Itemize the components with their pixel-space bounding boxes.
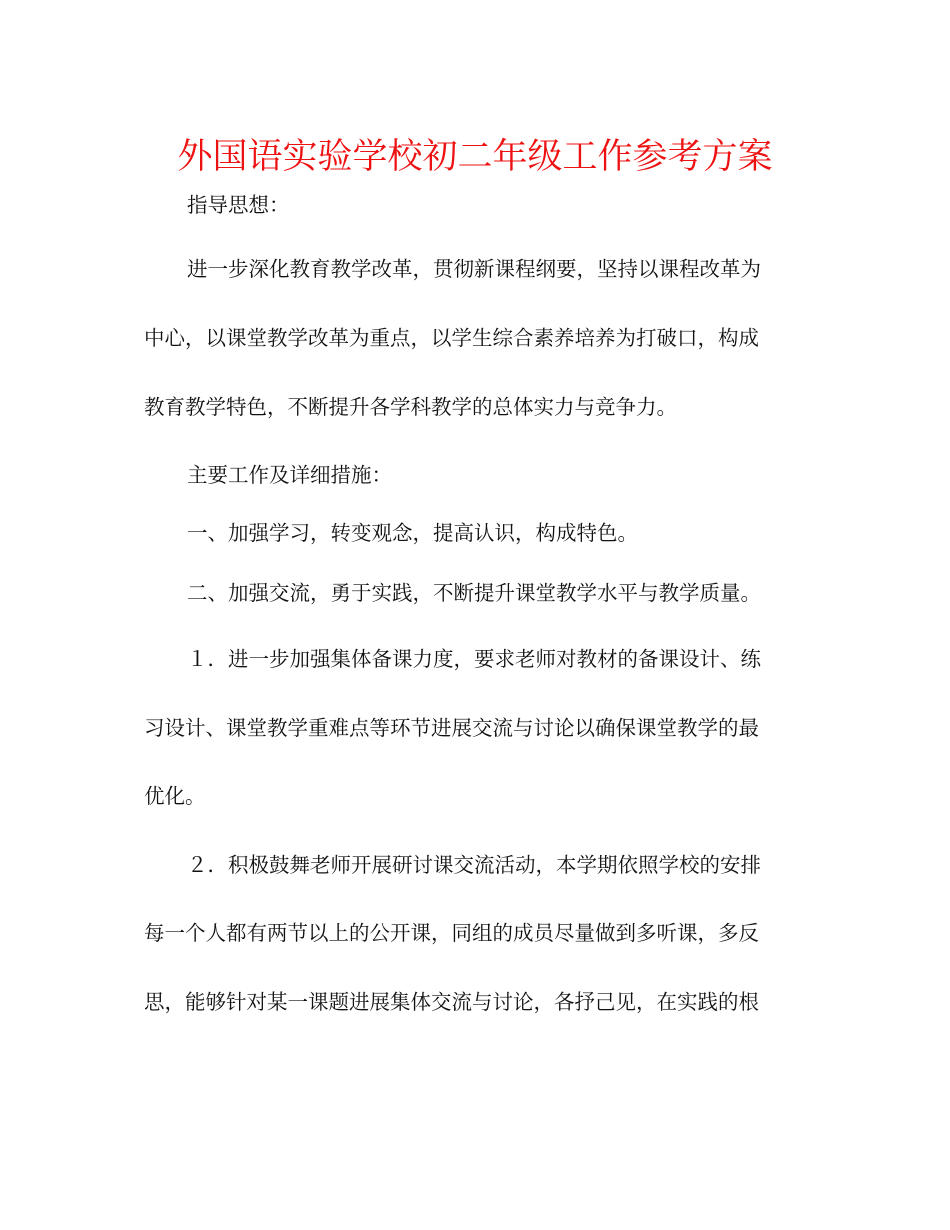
paragraph-line: 思，能够针对某一课题进展集体交流与讨论，各抒己见，在实践的根 bbox=[144, 990, 759, 1014]
paragraph-line: 进一步深化教育教学改革，贯彻新课程纲要，坚持以课程改革为 bbox=[187, 257, 761, 281]
paragraph-line: 教育教学特色，不断提升各学科教学的总体实力与竞争力。 bbox=[144, 395, 677, 419]
document-title: 外国语实验学校初二年级工作参考方案 bbox=[177, 137, 773, 177]
paragraph-line: 中心，以课堂教学改革为重点，以学生综合素养培养为打破口，构成 bbox=[144, 326, 759, 350]
paragraph-line: 每一个人都有两节以上的公开课，同组的成员尽量做到多听课，多反 bbox=[144, 921, 759, 945]
paragraph-line: １．进一步加强集体备课力度，要求老师对教材的备课设计、练 bbox=[187, 647, 761, 671]
paragraph-line: 习设计、课堂教学重难点等环节进展交流与讨论以确保课堂教学的最 bbox=[144, 716, 759, 740]
heading-guiding-ideology: 指导思想： bbox=[187, 193, 290, 217]
paragraph-line: ２．积极鼓舞老师开展研讨课交流活动，本学期依照学校的安排 bbox=[187, 853, 761, 877]
section-heading-two: 二、加强交流，勇于实践，不断提升课堂教学水平与教学质量。 bbox=[187, 581, 761, 605]
section-heading-one: 一、加强学习，转变观念，提高认识，构成特色。 bbox=[187, 521, 638, 545]
heading-main-work: 主要工作及详细措施： bbox=[187, 463, 392, 487]
paragraph-line: 优化。 bbox=[144, 784, 206, 808]
